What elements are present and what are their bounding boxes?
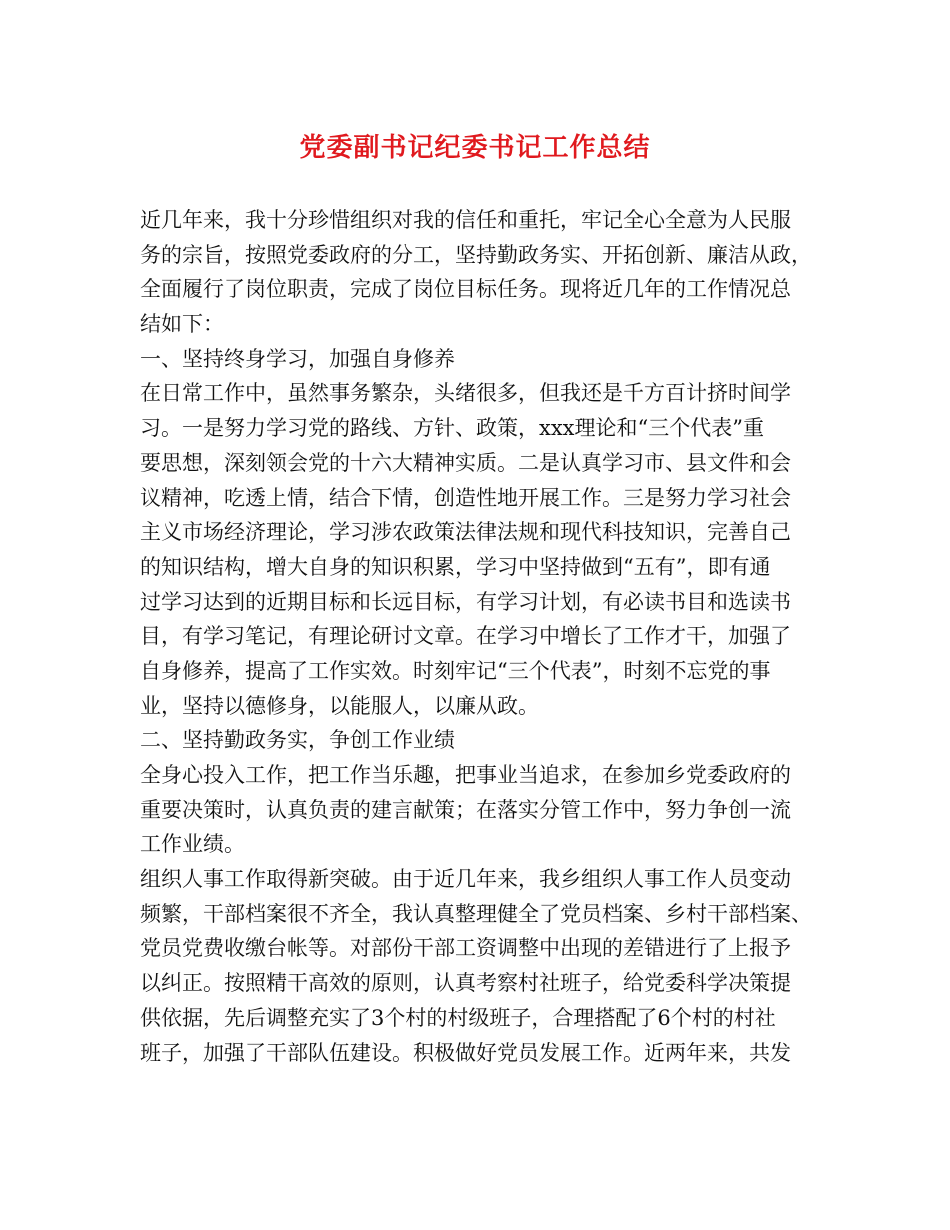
text-line: 一、坚持终身学习，加强自身修养 <box>140 346 455 371</box>
text-line: 组织人事工作取得新突破。由于近几年来，我乡组织人事工作人员变动 <box>140 867 791 892</box>
text-line: 党员党费收缴台帐等。对部份干部工资调整中出现的差错进行了上报予 <box>140 936 791 961</box>
text-line: 目，有学习笔记，有理论研讨文章。在学习中增长了工作才干，加强了 <box>140 624 791 649</box>
text-line: 供依据，先后调整充实了3个村的村级班子，合理搭配了6个村的村社 <box>140 1005 776 1030</box>
text-line: 班子，加强了干部队伍建设。积极做好党员发展工作。近两年来，共发 <box>140 1040 791 1065</box>
text-line: 习。一是努力学习党的路线、方针、政策，xxx理论和“三个代表”重 <box>140 416 764 441</box>
document-body <box>140 203 820 1070</box>
text-line: 的知识结构，增大自身的知识积累，学习中坚持做到“五有”，即有通 <box>140 554 771 579</box>
text-line: 过学习达到的近期目标和长远目标，有学习计划，有必读书目和选读书 <box>140 589 791 614</box>
text-line: 频繁，干部档案很不齐全，我认真整理健全了党员档案、乡村干部档案、 <box>140 901 812 926</box>
text-line: 全身心投入工作，把工作当乐趣，把事业当追求，在参加乡党委政府的 <box>140 763 791 787</box>
text-line: 自身修养，提高了工作实效。时刻牢记“三个代表”，时刻不忘党的事 <box>140 658 771 683</box>
text-line: 以纠正。按照精干高效的原则，认真考察村社班子，给党委科学决策提 <box>140 971 791 996</box>
text-line: 在日常工作中，虽然事务繁杂，头绪很多，但我还是千方百计挤时间学 <box>140 381 791 406</box>
text-line: 工作业绩。 <box>140 832 245 857</box>
text-line: 近几年来，我十分珍惜组织对我的信任和重托，牢记全心全意为人民服 <box>140 208 791 232</box>
text-line: 要思想，深刻领会党的十六大精神实质。二是认真学习市、县文件和会 <box>140 450 791 475</box>
text-line: 结如下： <box>140 312 224 337</box>
text-line: 业，坚持以德修身，以能服人，以廉从政。 <box>140 693 539 718</box>
text-line: 务的宗旨，按照党委政府的分工，坚持勤政务实、开拓创新、廉洁从政， <box>140 242 812 267</box>
text-line: 重要决策时，认真负责的建言献策；在落实分管工作中，努力争创一流 <box>140 797 791 822</box>
text-line: 主义市场经济理论，学习涉农政策法律法规和现代科技知识，完善自己 <box>140 520 791 545</box>
text-line: 二、坚持勤政务实，争创工作业绩 <box>140 728 455 753</box>
text-line: 全面履行了岗位职责，完成了岗位目标任务。现将近几年的工作情况总 <box>140 277 791 302</box>
text-line: 议精神，吃透上情，结合下情，创造性地开展工作。三是努力学习社会 <box>140 485 791 510</box>
document-title: 党委副书记纪委书记工作总结 <box>299 133 651 163</box>
